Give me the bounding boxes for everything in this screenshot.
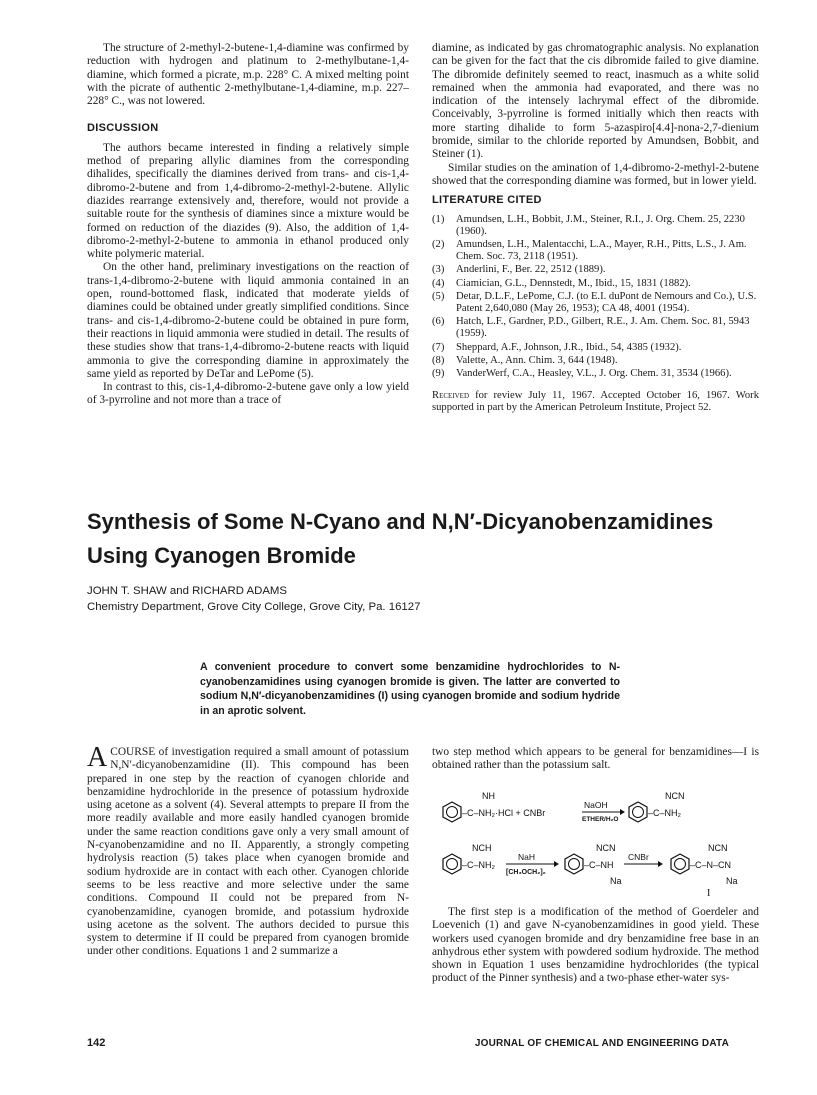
reference-item: (4) Ciamician, G.L., Dennstedt, M., Ibid., 15, 1831 (1882).	[432, 277, 691, 289]
article-title	[87, 505, 767, 573]
prev-right-paragraph-1: diamine, as indicated by gas chromatographic analysis. No explanation can be given for the fact that the cis dibromide failed to give diamine. The dibromide definitely seemed to react, inasmuch as a white solid remained when the ammonia had evaporated, and there was no indication of the intensely lachrymal effect of the dibromide. Conceivably, 3-pyrroline is formed initially which then reacts with more starting dihalide to form 5-azaspiro[4.4]-nona-2,7-dienium bromide, similar to the chloride reported by Amundsen, Bobbit, and Steiner (1).	[432, 42, 759, 161]
eq1-ncn-label: NCN	[665, 791, 685, 801]
reference-item: (3) Anderlini, F., Ber. 22, 2512 (1889).	[432, 264, 606, 276]
eq2-right-na: Na	[726, 876, 738, 886]
reference-item: (7) Sheppard, A.F., Johnson, J.R., Ibid., 54, 4385 (1932).	[432, 341, 682, 353]
discussion-heading: DISCUSSION	[87, 122, 159, 135]
body-left-paragraph: ACOURSE of investigation required a small amount of potassium N,N′-dicyanobenzamidine (II). This compound has been prepared in one step by the reaction of cyanogen chloride and benzamidine hydrochloride in the presence of potassium hydroxide using acetone as a solvent (4). Several attempts to prepare II from the more readily available and more easily handled cyanogen bromide under the same reaction conditions gave only a very small amount of N-cyanobenzamidine and no II. Apparently, a strongly competing hydrolysis reaction (5) takes place when cyanogen bromide and sodium hydroxide are in contact with each other. Cyanogen chloride seems to be less reactive and more selective under the same conditions. Compound II could not be prepared from N-cyanobenzamidine, cyanogen bromide, and potassium hydroxide using acetone as the solvent. The authors decided to pursue this system to determine if II could be prepared from cyanogen bromide under other conditions. Equations 1 and 2 summarize a	[87, 742, 409, 958]
drop-cap: A	[87, 742, 108, 773]
body-right-paragraph-bottom: The first step is a modification of the method of Goerdeler and Loevenich (1) and gave N-cyanobenzamidines in good yield. These workers used cyanogen bromide and dry benzamidine free base in an anhydrous ether system with powdered sodium hydroxide. The method shown in Equation 1 uses benzamidine hydrochlorides (the typical product of the Pinner synthesis) and a two-phase ether-water sys-	[432, 906, 759, 985]
eq2-right-ncn-label: NCN	[708, 843, 728, 853]
eq2-mid-text: –C–NH	[584, 860, 614, 870]
reference-item: (1) Amundsen, L.H., Bobbit, J.M., Steiner, R.I., J. Org. Chem. 25, 2230 (1960).	[432, 213, 745, 237]
reference-item: (8) Valette, A., Ann. Chim. 3, 644 (1948).	[432, 354, 618, 366]
received-label: Received	[432, 390, 470, 402]
reference-list	[432, 214, 759, 381]
discussion-paragraph-3: In contrast to this, cis-1,4-dibromo-2-butene gave only a low yield of 3-pyrroline and not more than a trace of	[87, 381, 409, 407]
prev-left-paragraph: The structure of 2-methyl-2-butene-1,4-diamine was confirmed by reduction with hydrogen and platinum to 2-methylbutane-1,4-diamine, which formed a picrate, m.p. 228° C. A mixed melting point with the picrate of authentic 2-methylbutane-1,4-diamine, m.p. 227–228° C., was not lowered.	[87, 42, 409, 108]
affiliation: Chemistry Department, Grove City College, Grove City, Pa. 16127	[87, 601, 421, 613]
author-block	[87, 583, 420, 615]
reference-item: (5) Detar, D.L.F., LePome, C.J. (to E.I. duPont de Nemours and Co.), U.S. Patent 2,640,080 (May 26, 1953); CA 48, 4001 (1954).	[432, 290, 757, 314]
eq1-nh-label: NH	[482, 791, 495, 801]
eq2-left-text: –C–NH₂	[462, 860, 496, 870]
discussion-paragraph-2: On the other hand, preliminary investigations on the reaction of trans-1,4-dibromo-2-butene with liquid ammonia contained in an open, round-bottomed flask, indicated that moderate yields of diamines could be obtained under greatly simplified conditions. Since trans- and cis-1,4-dibromo-2-butene could be obtained in pure form, their reactions in liquid ammonia were studied in detail. The results of these studies show that trans-1,4-dibromo-2-butene reacts with liquid ammonia to give the corresponding diamine in approximately the same yield as reported by DeTar and LePome (5).	[87, 261, 409, 380]
literature-cited-heading: LITERATURE CITED	[432, 194, 542, 207]
abstract: A convenient procedure to convert some benzamidine hydrochlorides to N-cyanobenzamidines using cyanogen bromide is given. The latter are converted to sodium N,N′-dicyanobenzamidines (I) using cyanogen bromide and sodium hydride in an aprotic solvent.	[200, 661, 620, 717]
reference-item: (6) Hatch, L.F., Gardner, P.D., Gilbert, R.E., J. Am. Chem. Soc. 81, 5943 (1959).	[432, 316, 750, 340]
journal-name: JOURNAL OF CHEMICAL AND ENGINEERING DATA	[474, 1038, 729, 1049]
received-text: for review July 11, 1967. Accepted October 16, 1967. Work supported in part by the American Petroleum Institute, Project 52.	[432, 390, 759, 414]
eq1-reagent-bottom: ETHER/H₂O	[582, 816, 619, 823]
article-title-line-1: Synthesis of Some N-Cyano and N,N′-Dicyanobenzamidines	[87, 509, 714, 534]
equation-1	[432, 788, 759, 832]
body-right-paragraph-top: two step method which appears to be general for benzamidines—I is obtained rather than the potassium salt.	[432, 746, 759, 772]
eq1-left-text: –C–NH₂·HCl + CNBr	[462, 808, 546, 818]
page-number: 142	[87, 1037, 106, 1049]
eq1-right-text: –C–NH₂	[648, 808, 682, 818]
eq2-reagent-bottom: [CH₃OCH₂]₂	[506, 869, 546, 876]
benzene-ring-icon	[443, 854, 461, 874]
benzene-ring-icon	[443, 802, 461, 822]
received-note	[432, 390, 759, 414]
eq1-reagent-top: NaOH	[584, 800, 608, 810]
authors: JOHN T. SHAW and RICHARD ADAMS	[87, 585, 288, 597]
eq2-mid-ncn-label: NCN	[596, 843, 616, 853]
body-left-column	[87, 742, 409, 959]
eq2-right-text: –C–N–CN	[690, 860, 732, 870]
prev-right-paragraph-2: Similar studies on the amination of 1,4-dibromo-2-methyl-2-butene showed that the corresponding diamine was formed, but in lower yield.	[432, 161, 759, 187]
benzene-ring-icon	[565, 854, 583, 874]
article-title-line-2: Using Cyanogen Bromide	[87, 543, 356, 568]
reference-item: (2) Amundsen, L.H., Malentacchi, L.A., Mayer, R.H., Pitts, L.S., J. Am. Chem. Soc. 73, 2118 (1951).	[432, 238, 747, 263]
eq2-reagent-2: CNBr	[628, 852, 649, 862]
eq2-nch-label: NCH	[472, 843, 492, 853]
prev-left-column	[87, 42, 409, 408]
body-right-column	[432, 746, 759, 773]
benzene-ring-icon	[629, 802, 647, 822]
reference-item: (9) VanderWerf, C.A., Heasley, V.L., J. Org. Chem. 31, 3534 (1966).	[432, 368, 732, 379]
discussion-paragraph-1: The authors became interested in finding a relatively simple method of preparing allylic diamines from the corresponding dihalides, specifically the diamines derived from trans- and cis-1,4-dibromo-2-butene and from 1,4-dibromo-2-methyl-2-butene. Allylic diazides rearrange extensively and, therefore, would not provide a suitable route for the synthesis of diamines since a mixture would be formed on reduction of the diazides (9). Also, the addition of 1,4-dibromo-2-methyl-2-butene to ammonia in ethanol produced only white polymeric material.	[87, 141, 409, 261]
compound-label-i: I	[707, 888, 711, 899]
benzene-ring-icon	[671, 854, 689, 874]
eq2-mid-na: Na	[610, 876, 622, 886]
equation-2	[432, 838, 759, 900]
body-right-column-bottom	[432, 906, 759, 986]
prev-right-column	[432, 42, 759, 415]
eq2-reagent-top: NaH	[518, 852, 536, 862]
